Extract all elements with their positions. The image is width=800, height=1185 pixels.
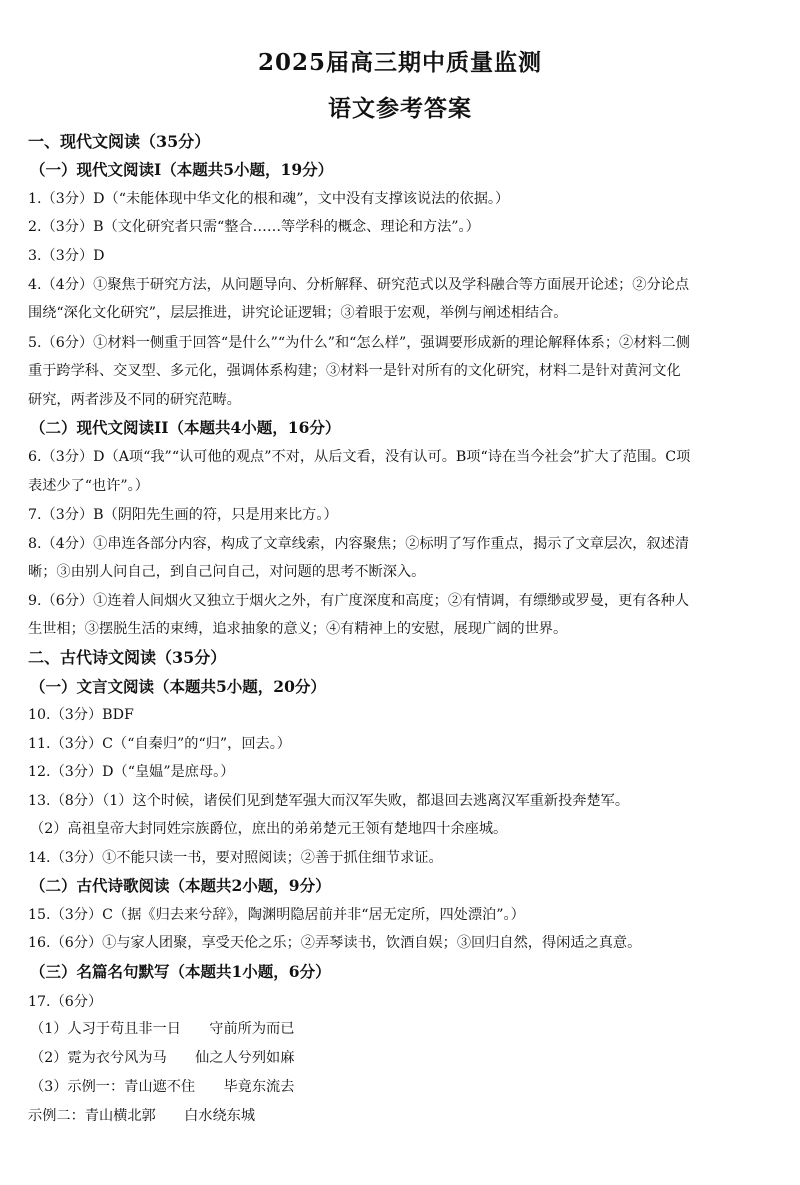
section-heading: 二、古代诗文阅读（35分） [28,648,227,667]
answer-line: 16.（6分）①与家人团聚，享受天伦之乐；②弄琴读书，饮酒自娱；③回归自然，得闲适之真意。 [28,935,642,951]
answer-line: 2.（3分）B（文化研究者只需“整合……等学科的概念、理论和方法”。） [28,219,480,235]
answer-line: 7.（3分）B（阴阳先生画的符，只是用来比方。） [28,507,338,523]
answer-line: 11.（3分）C（“自秦归”的“归”，回去。） [28,736,291,752]
answer-line: 4.（4分）①聚焦于研究方法，从问题导向、分析解释、研究范式以及学科融合等方面展开论述；②分论点 [28,277,690,293]
section-heading: （三）名篇名句默写（本题共1小题，6分） [30,962,331,981]
answer-line: 15.（3分）C（据《归去来兮辞》，陶渊明隐居前并非“居无定所，四处漂泊”。） [28,907,525,923]
answer-line: 12.（3分）D（“皇媪”是庶母。） [28,764,235,780]
section-heading: 一、现代文阅读（35分） [28,132,211,151]
answer-line: （2）霓为衣兮风为马 仙之人兮列如麻 [30,1050,295,1066]
answer-line: 1.（3分）D（“未能体现中华文化的根和魂”，文中没有支撑该说法的依据。） [28,191,510,207]
answer-line: 重于跨学科、交叉型、多元化，强调体系构建；③材料一是针对所有的文化研究，材料二是针对黄河文化 [28,363,681,379]
answer-line: 3.（3分）D [28,248,105,264]
answer-line: 研究，两者涉及不同的研究范畴。 [28,392,241,408]
answer-line: （3）示例一：青山遮不住 毕竟东流去 [30,1079,295,1095]
document-subtitle: 语文参考答案 [328,95,472,122]
answer-line: 6.（3分）D（A项“我”“认可他的观点”不对，从后文看，没有认可。B项“诗在当今社会”扩大了范围。C项 [28,449,691,465]
answer-line: 生世相；③摆脱生活的束缚，追求抽象的意义；④有精神上的安慰，展现广阔的世界。 [28,621,568,637]
answer-line: 17.（6分） [28,994,103,1010]
answer-line: 14.（3分）①不能只读一书，要对照阅读；②善于抓住细节求证。 [28,850,443,866]
answer-line: 10.（3分）BDF [28,707,134,723]
answer-line: （1）人习于苟且非一日 守前所为而已 [30,1021,295,1037]
document-title: 2025届高三期中质量监测 [257,49,542,76]
answer-line: 13.（8分）（1）这个时候，诸侯们见到楚军强大而汉军失败，都退回去逃离汉军重新投奔楚军。 [28,793,630,809]
answer-line: 表述少了“也许”。） [28,478,149,494]
section-heading: （一）现代文阅读I（本题共5小题，19分） [30,160,334,179]
answer-line: 围绕“深化文化研究”，层层推进，讲究论证逻辑；③着眼于宏观，举例与阐述相结合。 [28,305,568,321]
section-heading: （一）文言文阅读（本题共5小题，20分） [30,677,326,696]
answer-line: 8.（4分）①串连各部分内容，构成了文章线索，内容聚焦；②标明了写作重点，揭示了文章层次，叙述清 [28,536,690,552]
answer-line: 晰；③由别人问自己，到自己问自己，对问题的思考不断深入。 [28,564,426,580]
section-heading: （二）古代诗歌阅读（本题共2小题，9分） [30,876,331,895]
section-heading: （二）现代文阅读II（本题共4小题，16分） [30,418,341,437]
answer-line: （2）高祖皇帝大封同姓宗族爵位，庶出的弟弟楚元王领有楚地四十余座城。 [30,821,508,837]
answer-line: 示例二：青山横北郭 白水绕东城 [28,1108,256,1124]
answer-line: 9.（6分）①连着人间烟火又独立于烟火之外，有广度深度和高度；②有情调，有缥缈或罗曼，更有各种人 [28,593,690,609]
answer-line: 5.（6分）①材料一侧重于回答“是什么”“为什么”和“怎么样”，强调要形成新的理论解释体系；②材料二侧 [28,335,690,351]
